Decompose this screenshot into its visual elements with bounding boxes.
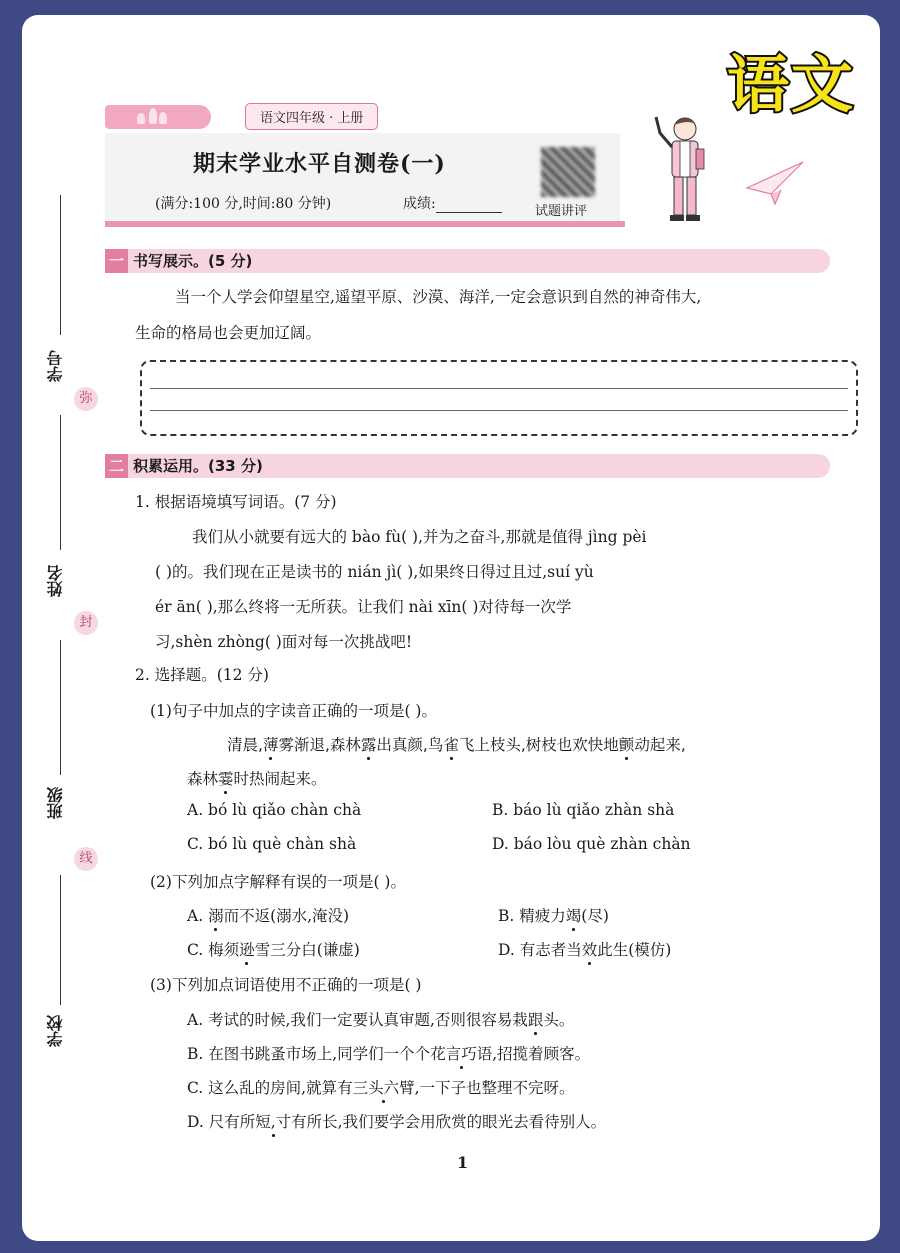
question-1-line: 我们从小就要有远大的 bào fù( ),并为之奋斗,那就是值得 jìng pèi [192,528,647,546]
question-2-1-sentence: 清晨,薄雾渐退,森林露出真颜,鸟雀飞上枝头,树枝也欢快地颤动起来, [227,736,686,754]
seal-char: 弥 [74,387,98,411]
margin-label-class: 班级 [46,787,65,819]
qr-code-icon[interactable] [541,147,595,197]
margin-line [60,415,61,550]
question-1-title: 1. 根据语境填写词语。(7 分) [135,493,337,511]
option-d[interactable]: D. 有志者当效此生(模仿) [498,941,672,959]
worksheet-page [22,15,880,1241]
page-number: 1 [457,1153,469,1172]
question-1-line: ér ān( ),那么终将一无所获。让我们 nài xīn( )对待每一次学 [155,598,572,616]
question-2-title: 2. 选择题。(12 分) [135,666,269,684]
margin-label-name: 姓名 [46,565,65,597]
header-underline [105,221,625,227]
subject-badge: 语文 [727,48,856,121]
margin-line [60,195,61,335]
question-1-line: 习,shèn zhòng( )面对每一次挑战吧! [155,633,413,651]
question-2-2-stem: (2)下列加点字解释有误的一项是( )。 [150,873,406,891]
score-field [403,193,502,213]
writing-line [150,388,848,389]
section-number: 一 [105,249,128,273]
question-2-1-stem: (1)句子中加点的字读音正确的一项是( )。 [150,702,437,720]
section-title: 积累运用。(33 分) [133,457,263,475]
option-a[interactable]: A. 溺而不返(溺水,淹没) [187,907,350,925]
exam-title: 期末学业水平自测卷(一) [193,151,446,177]
score-label: 成绩: [403,196,436,212]
seal-char: 封 [74,611,98,635]
option-c[interactable]: C. 梅须逊雪三分白(谦虚) [187,941,360,959]
question-2-1-sentence: 森林霎时热闹起来。 [187,770,327,788]
paper-plane-icon [745,158,805,208]
option-d[interactable]: D. báo lòu què zhàn chàn [492,835,691,853]
header-tab-decoration [105,105,211,129]
section-number: 二 [105,454,128,478]
exam-header [105,103,795,227]
exam-meta: (满分:100 分,时间:80 分钟) [155,196,332,212]
option-d[interactable]: D. 尺有所短,寸有所长,我们要学会用欣赏的眼光去看待别人。 [187,1113,607,1131]
option-b[interactable]: B. báo lù qiǎo zhàn shà [492,801,675,819]
handwriting-box[interactable] [140,360,858,436]
question-2-3-stem: (3)下列加点词语使用不正确的一项是( ) [150,976,422,994]
writing-line [150,410,848,411]
margin-label-school: 学校 [46,1015,65,1047]
margin-line [60,875,61,1005]
grade-tag: 语文四年级 · 上册 [245,103,378,130]
qr-label: 试题讲评 [535,204,588,219]
seal-char: 线 [74,847,98,871]
section-title: 书写展示。(5 分) [133,252,253,270]
option-a[interactable]: A. 考试的时候,我们一定要认真审题,否则很容易栽跟头。 [187,1011,575,1029]
option-a[interactable]: A. bó lù qiǎo chàn chà [187,801,362,819]
option-c[interactable]: C. bó lù què chàn shà [187,835,357,853]
student-illustration-icon [650,113,720,223]
score-blank [436,198,502,213]
binding-margin [22,175,102,1075]
option-c[interactable]: C. 这么乱的房间,就算有三头六臂,一下子也整理不完呀。 [187,1079,575,1097]
margin-label-student-number: 学号 [46,350,65,382]
option-b[interactable]: B. 精疲力竭(尽) [498,907,609,925]
section-bar-2 [105,454,830,478]
margin-line [60,640,61,775]
writing-passage-line: 生命的格局也会更加辽阔。 [135,324,322,342]
writing-passage-line: 当一个人学会仰望星空,遥望平原、沙漠、海洋,一定会意识到自然的神奇伟大, [175,288,702,306]
option-b[interactable]: B. 在图书跳蚤市场上,同学们一个个花言巧语,招揽着顾客。 [187,1045,591,1063]
question-1-line: ( )的。我们现在正是读书的 nián jì( ),如果终日得过且过,suí yù [155,563,594,581]
section-bar-1 [105,249,830,273]
